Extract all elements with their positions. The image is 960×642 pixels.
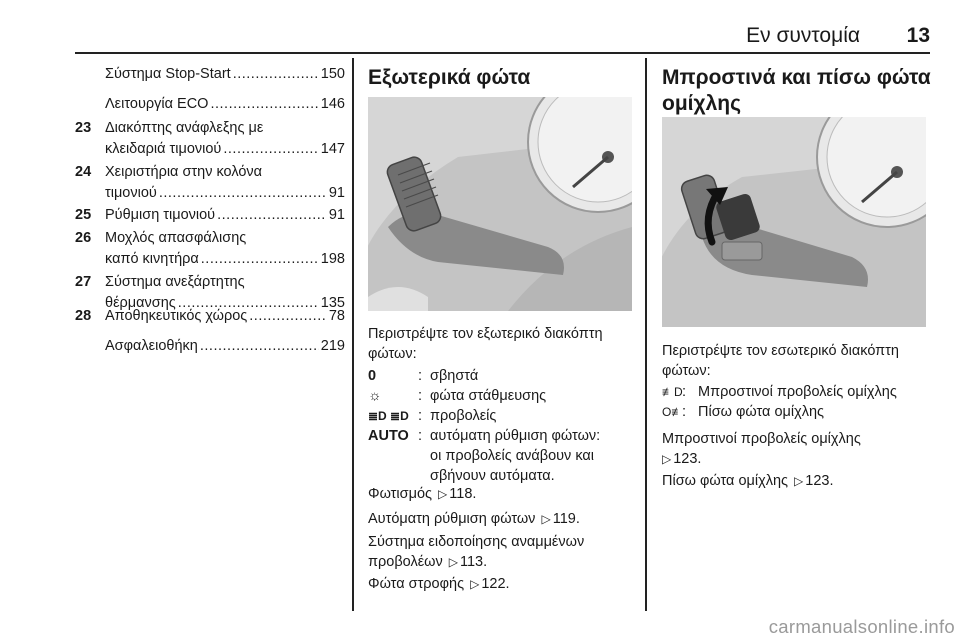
- rear-fog-light-icon: O≢: [662, 405, 684, 419]
- toc-entry-text: Σύστημα Stop-Start: [105, 66, 231, 82]
- ref-text: προβολέων: [368, 554, 443, 570]
- toc-leader: [200, 336, 319, 357]
- toc-entry-text: Αποθηκευτικός χώρος: [105, 308, 248, 324]
- page-ref-arrow-icon: ▷: [662, 452, 672, 466]
- legend-text: προβολείς: [430, 408, 497, 424]
- ref-page[interactable]: 123.: [805, 473, 834, 489]
- running-header-title: Εν συντομία: [746, 24, 860, 47]
- auto-symbol: AUTO: [368, 428, 409, 444]
- toc-item-number: 26: [75, 230, 92, 246]
- front-fog-light-icon: ≢D: [662, 385, 683, 399]
- toc-entry-text: Χειριστήρια στην κολόνα: [105, 164, 263, 180]
- toc-leader: [233, 64, 319, 85]
- toc-page-ref: 91: [328, 207, 345, 223]
- ref-lighting: [368, 484, 643, 504]
- toc-page-ref: 150: [320, 66, 345, 82]
- legend-text: φώτα στάθμευσης: [430, 388, 547, 404]
- legend-auto-continuation: οι προβολείς ανάβουν και: [430, 448, 595, 464]
- toc-leader: [201, 249, 319, 270]
- toc-leader: [223, 139, 318, 160]
- ref-text: Φωτισμός: [368, 486, 432, 502]
- column-divider-1: [352, 58, 354, 611]
- watermark: carmanualsonline.info: [768, 616, 955, 637]
- toc-entry: [75, 306, 345, 327]
- ref-text: Αυτόματη ρύθμιση φώτων: [368, 511, 536, 527]
- ref-page[interactable]: 122.: [481, 576, 510, 592]
- fog-switch-photo: [662, 117, 926, 327]
- header-divider: [75, 52, 930, 54]
- toc-leader: [210, 94, 318, 115]
- toc-entry: [75, 162, 345, 204]
- page-ref-arrow-icon: ▷: [438, 487, 448, 501]
- toc-entry-text: τιμονιού: [105, 185, 157, 201]
- ref-cornering: [368, 574, 643, 594]
- ref-text: Σύστημα ειδοποίησης αναμμένων: [368, 534, 585, 550]
- toc-page-ref: 78: [328, 308, 345, 324]
- ref-auto-light: [368, 509, 643, 529]
- parking-light-icon: ☼: [368, 388, 382, 404]
- ref-front-fog: [662, 429, 932, 469]
- toc-item-number: 23: [75, 120, 92, 136]
- toc-entry: [75, 64, 345, 85]
- toc-entry-text: Λειτουργία ECO: [105, 96, 209, 112]
- page-ref-arrow-icon: ▷: [448, 555, 458, 569]
- toc-entry: [75, 205, 345, 226]
- ref-text: Μπροστινοί προβολείς ομίχλης: [662, 431, 861, 447]
- headlight-icon: ≣D ≣D: [368, 409, 409, 423]
- fog-heading-line: ομίχλης: [662, 92, 742, 115]
- toc-page-ref: 219: [320, 338, 345, 354]
- toc-entry: [75, 118, 345, 160]
- ref-lights-warning: [368, 532, 643, 572]
- page-ref-arrow-icon: ▷: [470, 577, 480, 591]
- toc-leader: [217, 205, 327, 226]
- toc-item-number: 28: [75, 308, 92, 324]
- toc-entry-text: Διακόπτης ανάφλεξης με: [105, 120, 264, 136]
- ref-page[interactable]: 119.: [552, 511, 580, 527]
- ref-text: Πίσω φώτα ομίχλης: [662, 473, 788, 489]
- legend-text: αυτόματη ρύθμιση φώτων:: [430, 428, 601, 444]
- toc-item-number: 27: [75, 274, 92, 290]
- toc-entry-text: θέρμανσης: [105, 295, 176, 311]
- light-switch-photo: [368, 97, 632, 311]
- toc-page-ref: 135: [320, 295, 345, 311]
- fog-intro: Περιστρέψτε τον εσωτερικό διακόπτη φώτων:: [662, 343, 899, 379]
- legend-auto-continuation: σβήνουν αυτόματα.: [430, 468, 555, 484]
- ref-page[interactable]: 118.: [449, 486, 477, 502]
- ref-page[interactable]: 123.: [673, 451, 702, 467]
- column-divider-2: [645, 58, 647, 611]
- off-symbol: 0: [368, 368, 377, 384]
- toc-leader: [249, 306, 327, 327]
- page-ref-arrow-icon: ▷: [541, 512, 551, 526]
- ref-page[interactable]: 113.: [460, 554, 488, 570]
- ref-rear-fog: [662, 471, 932, 491]
- exterior-lights-heading: Εξωτερικά φώτα: [368, 66, 531, 89]
- toc-page-ref: 198: [320, 251, 345, 267]
- fog-heading-line: Μπροστινά και πίσω φώτα: [662, 66, 931, 89]
- toc-entry: [75, 94, 345, 115]
- toc-entry: [75, 228, 345, 270]
- toc-entry-text: κλειδαριά τιμονιού: [105, 141, 222, 157]
- toc-entry-text: Ασφαλειοθήκη: [105, 338, 198, 354]
- toc-entry-text: Σύστημα ανεξάρτητης: [105, 274, 245, 290]
- fog-switch-illustration: [662, 117, 926, 327]
- toc-entry-text: Ρύθμιση τιμονιού: [105, 207, 216, 223]
- toc-item-number: 24: [75, 164, 92, 180]
- toc-leader: [159, 183, 327, 204]
- toc-item-number: 25: [75, 207, 92, 223]
- toc-entry: [75, 336, 345, 357]
- legend-text: Μπροστινοί προβολείς ομίχλης: [698, 384, 897, 400]
- light-switch-illustration: [368, 97, 632, 311]
- exterior-intro: Περιστρέψτε τον εξωτερικό διακόπτη φώτων:: [368, 326, 603, 362]
- toc-entry-text: Μοχλός απασφάλισης: [105, 230, 247, 246]
- toc-page-ref: 91: [328, 185, 345, 201]
- toc-entry-text: καπό κινητήρα: [105, 251, 199, 267]
- page-number: 13: [906, 24, 930, 47]
- toc-page-ref: 146: [320, 96, 345, 112]
- fog-lights-heading: [662, 65, 932, 117]
- page-ref-arrow-icon: ▷: [794, 474, 804, 488]
- toc-page-ref: 147: [320, 141, 345, 157]
- legend-text: Πίσω φώτα ομίχλης: [698, 404, 824, 420]
- ref-text: Φώτα στροφής: [368, 576, 465, 592]
- legend-text: σβηστά: [430, 368, 479, 384]
